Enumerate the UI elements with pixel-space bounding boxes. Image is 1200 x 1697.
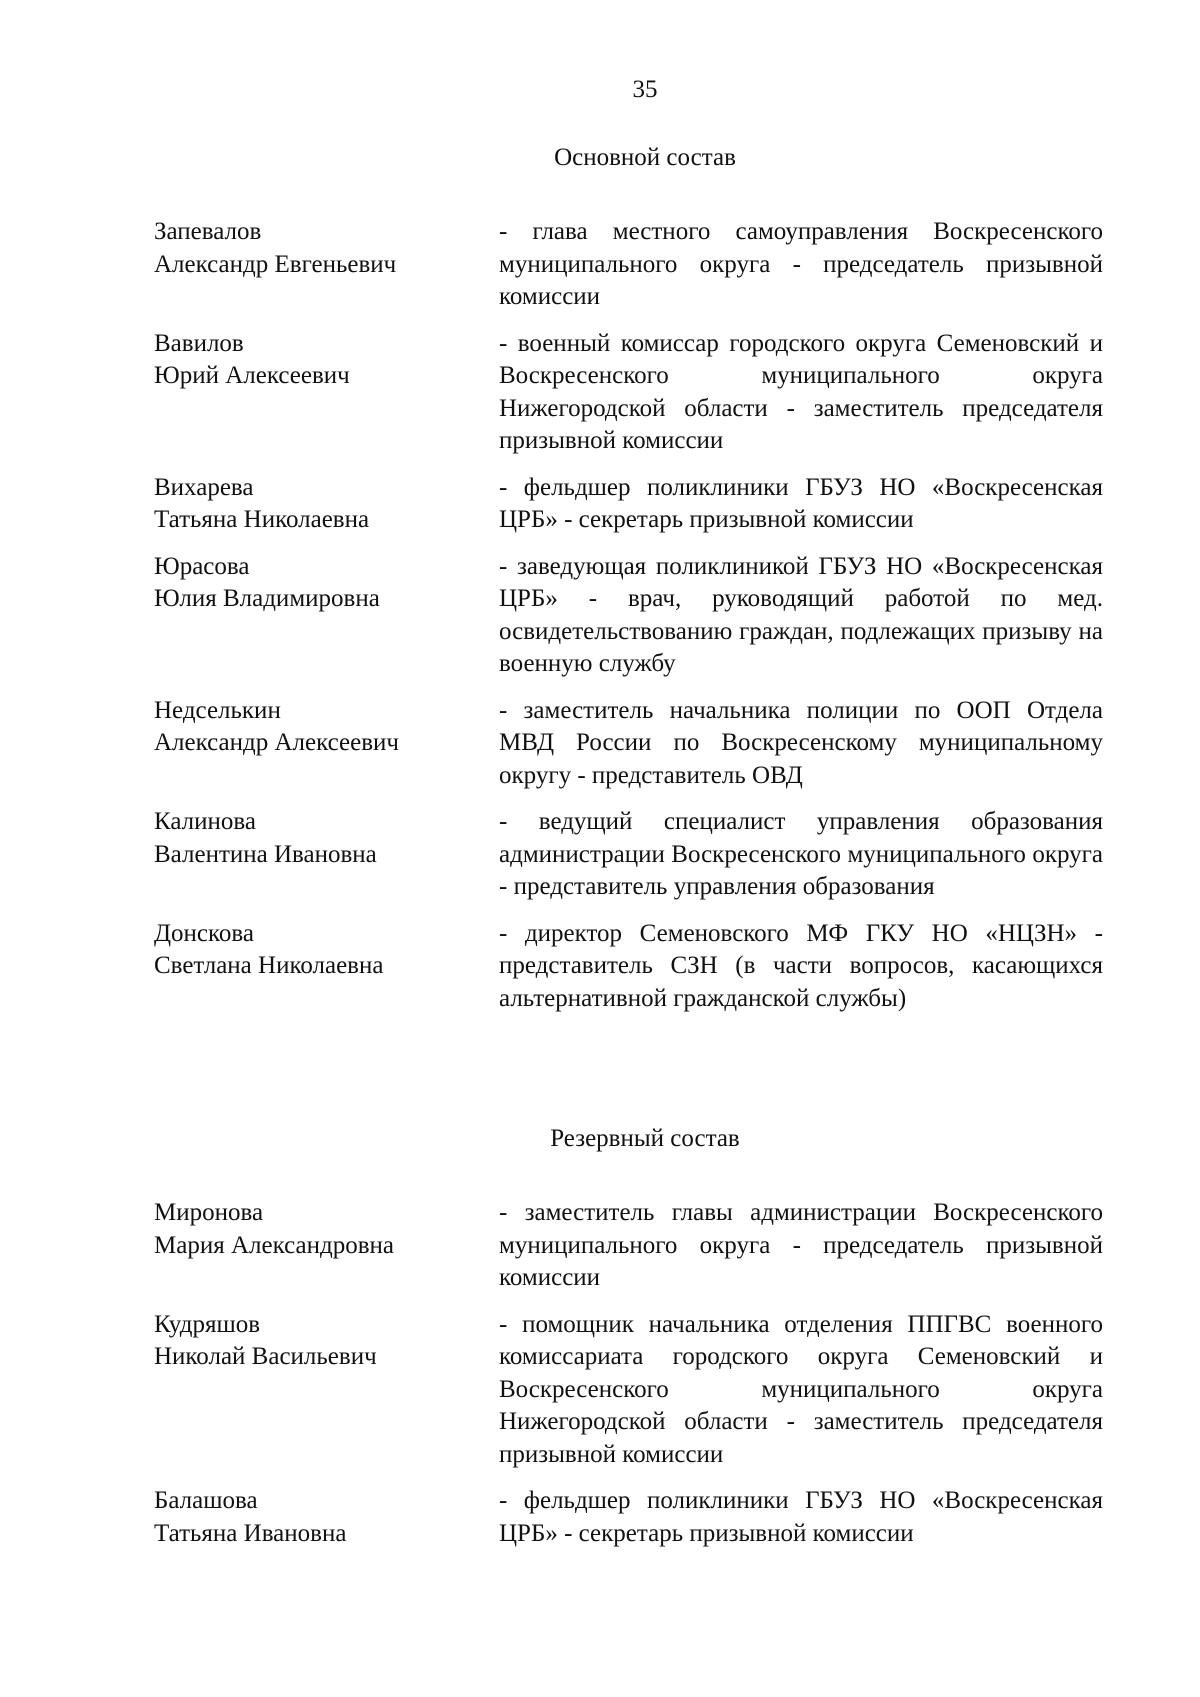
member-name (154, 328, 499, 458)
reserve-members-list (154, 1197, 1103, 1564)
member-surname: Запевалов (154, 218, 262, 245)
member-surname: Кудряшов (154, 1310, 260, 1338)
member-entry (154, 806, 1103, 904)
member-entry (154, 472, 1103, 537)
member-given-names: Александр Алексеевич (154, 729, 399, 756)
section-title-main: Основной состав (554, 144, 736, 171)
member-surname: Недселькин (154, 696, 281, 724)
member-surname: Донскова (154, 919, 254, 947)
member-role: - заместитель начальника полиции по ООП Отдела МВД России по Воскресенскому муниципальному округу - представитель ОВД (499, 696, 1103, 789)
member-name (154, 1485, 499, 1550)
member-name (154, 551, 499, 681)
member-name (154, 216, 499, 314)
member-role: - помощник начальника отделения ППГВС военного комиссариата городского округа Семеновский и Воскресенского муниципального округа Нижегородской области - заместитель председателя призывной комиссии (499, 1310, 1103, 1468)
member-entry (154, 216, 1103, 314)
member-entry (154, 1485, 1103, 1550)
member-given-names: Татьяна Ивановна (154, 1519, 347, 1547)
member-role: - фельдшер поликлиники ГБУЗ НО «Воскресенская ЦРБ» - секретарь призывной комиссии (499, 1487, 1103, 1547)
member-role: - военный комиссар городского округа Семеновский и Воскресенского муниципального округа Нижегородской области - заместитель председателя призывной комиссии (499, 329, 1103, 454)
member-surname: Миронова (154, 1199, 264, 1226)
member-role: - фельдшер поликлиники ГБУЗ НО «Воскресенская ЦРБ» - секретарь призывной комиссии (499, 473, 1103, 533)
member-role: - заведующая поликлиникой ГБУЗ НО «Воскресенская ЦРБ» - врач, руководящий работой по мед. освидетельствованию граждан, подлежащих призыву на военную службу (499, 552, 1103, 677)
member-given-names: Валентина Ивановна (154, 840, 377, 868)
member-surname: Калинова (154, 808, 256, 835)
member-role: - глава местного самоуправления Воскресенского муниципального округа - председатель призывной комиссии (499, 218, 1103, 310)
member-name (154, 472, 499, 537)
member-given-names: Николай Васильевич (154, 1343, 377, 1370)
main-members-list (154, 216, 1103, 1029)
member-given-names: Александр Евгеньевич (154, 250, 397, 278)
member-entry (154, 695, 1103, 793)
member-entry (154, 1197, 1103, 1295)
member-entry (154, 551, 1103, 681)
member-role: - ведущий специалист управления образования администрации Воскресенского муниципального округа - представитель управления образования (499, 808, 1103, 900)
member-name (154, 695, 499, 793)
member-entry (154, 328, 1103, 458)
member-role: - директор Семеновского МФ ГКУ НО «НЦЗН» - представитель СЗН (в части вопросов, касающихся альтернативной гражданской службы) (499, 919, 1103, 1012)
member-entry (154, 918, 1103, 1016)
member-surname: Вихарева (154, 473, 254, 501)
section-title-reserve: Резервный состав (550, 1125, 740, 1152)
member-given-names: Юрий Алексеевич (154, 362, 350, 389)
page-number: 35 (632, 76, 658, 103)
member-given-names: Мария Александровна (154, 1231, 394, 1259)
member-name (154, 1309, 499, 1472)
member-name (154, 806, 499, 904)
member-surname: Балашова (154, 1487, 258, 1514)
member-given-names: Юлия Владимировна (154, 585, 380, 612)
member-given-names: Татьяна Николаевна (154, 506, 370, 533)
member-role: - заместитель главы администрации Воскресенского муниципального округа - председатель призывной комиссии (499, 1199, 1103, 1291)
member-given-names: Светлана Николаевна (154, 952, 384, 979)
member-surname: Юрасова (154, 552, 250, 580)
member-name (154, 1197, 499, 1295)
member-name (154, 918, 499, 1016)
member-surname: Вавилов (154, 329, 244, 357)
member-entry (154, 1309, 1103, 1472)
